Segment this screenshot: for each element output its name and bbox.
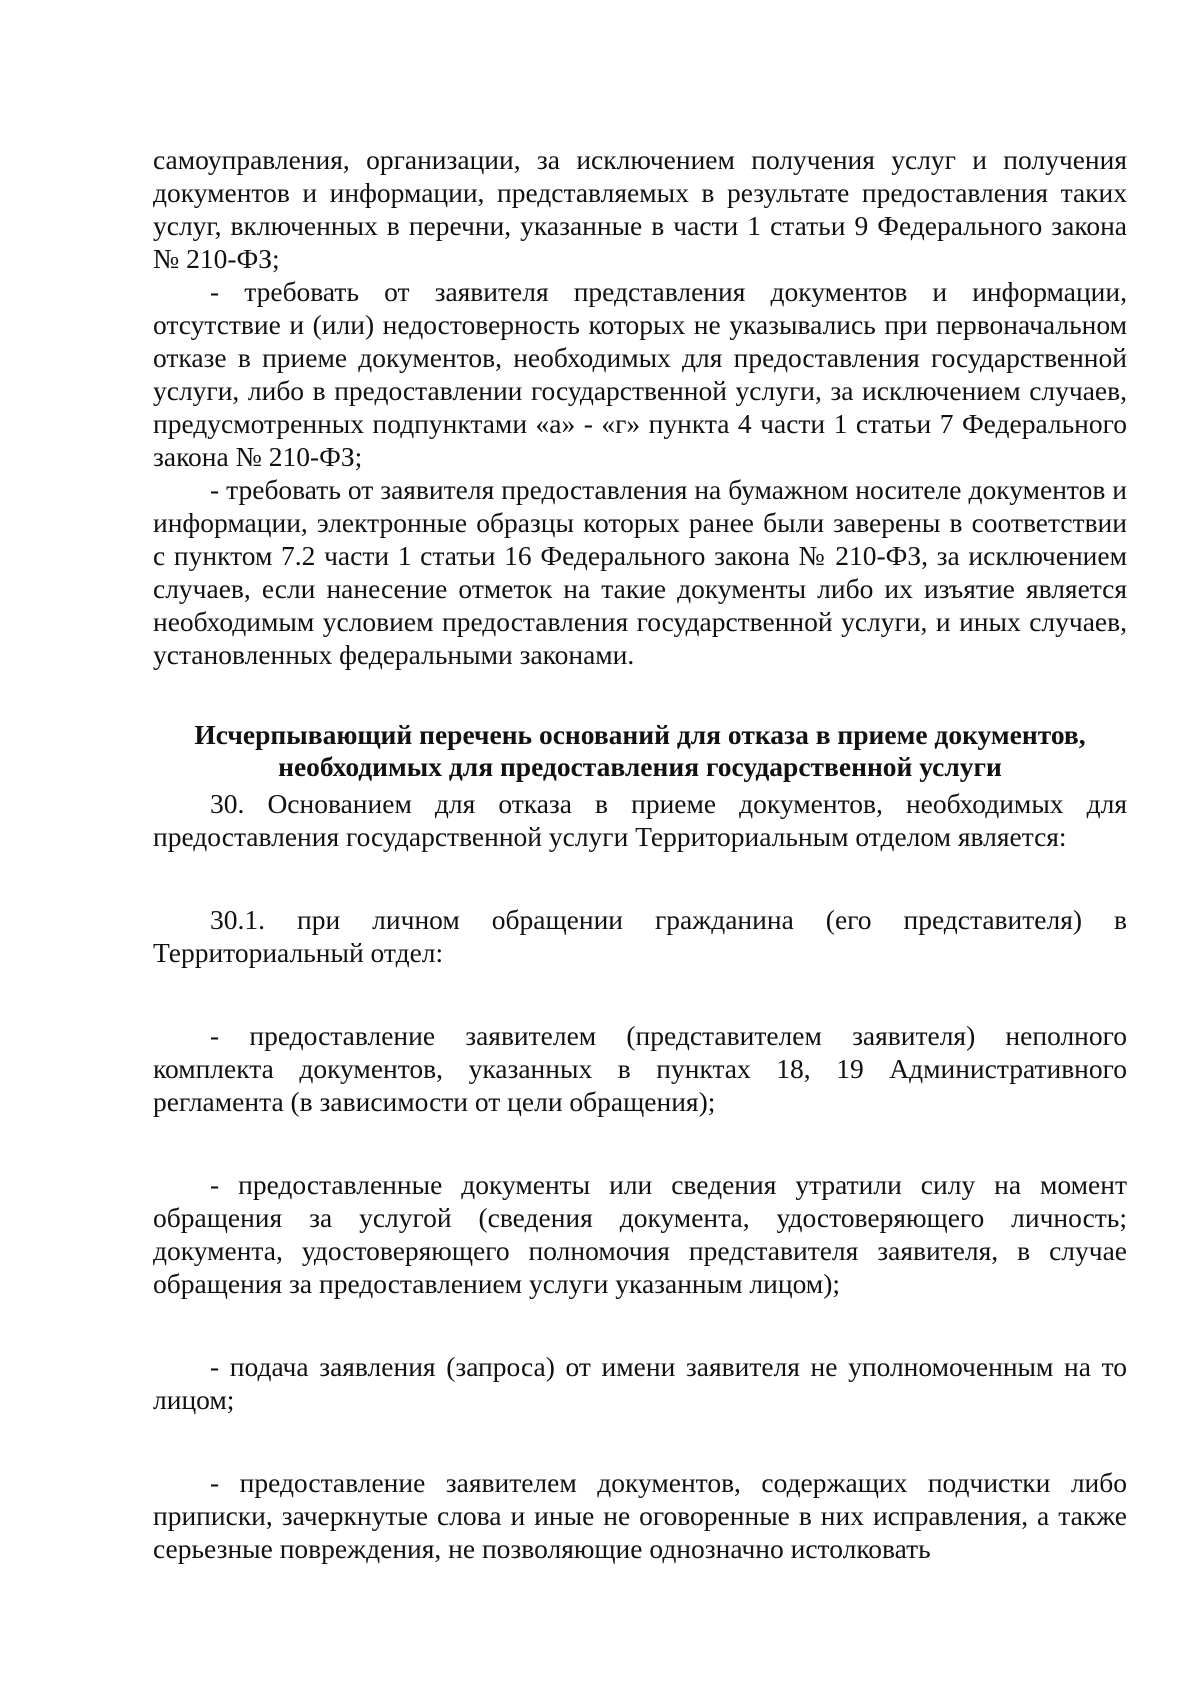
paragraph-continuation: самоуправления, организации, за исключением получения услуг и получения документов и информации, представляемых в результате предоставления таких услуг, включенных в перечни, указанные в части 1 статьи 9 Федерального закона № 210-ФЗ;: [153, 144, 1127, 274]
paragraph-item-representation: - требовать от заявителя представления документов и информации, отсутствие и (или) недостоверность которых не указывались при первоначальном отказе в приеме документов, необходимых для предоставления государственной услуги, либо в предоставлении государственной услуги, за исключением случаев, предусмотренных подпунктами «а» - «г» пункта 4 части 1 статьи 7 Федерального закона № 210-ФЗ;: [153, 276, 1127, 472]
section-heading-line-1: Исчерпывающий перечень оснований для отказа в приеме документов,: [194, 719, 1086, 750]
paragraph-30-1: 30.1. при личном обращении гражданина (его представителя) в Территориальный отдел:: [153, 904, 1127, 968]
section-heading-line-2: необходимых для предоставления государственной услуги: [278, 751, 1002, 782]
document-page: [153, 143, 1127, 1565]
list-item-unauthorized: - подача заявления (запроса) от имени заявителя не уполномоченным на то лицом;: [153, 1351, 1127, 1415]
section-heading: [153, 719, 1127, 783]
paragraph-item-paper-docs: - требовать от заявителя предоставления на бумажном носителе документов и информации, электронные образцы которых ранее были заверены в соответствии с пунктом 7.2 части 1 статьи 16 Федерального закона № 210-ФЗ, за исключением случаев, если нанесение отметок на такие документы либо их изъятие является необходимым условием предоставления государственной услуги, и иных случаев, установленных федеральными законами.: [153, 474, 1127, 670]
list-item-incomplete-docs: - предоставление заявителем (представителем заявителя) неполного комплекта документов, указанных в пунктах 18, 19 Административного регламента (в зависимости от цели обращения);: [153, 1020, 1127, 1117]
list-item-expired-docs: - предоставленные документы или сведения утратили силу на момент обращения за услугой (сведения документа, удостоверяющего личность; документа, удостоверяющего полномочия представителя заявителя, в случае обращения за предоставлением услуги указанным лицом);: [153, 1169, 1127, 1299]
paragraph-30: 30. Основанием для отказа в приеме документов, необходимых для предоставления государственной услуги Территориальным отделом является:: [153, 788, 1127, 852]
list-item-corrections: - предоставление заявителем документов, содержащих подчистки либо приписки, зачеркнутые слова и иные не оговоренные в них исправления, а также серьезные повреждения, не позволяющие однозначно истолковать: [153, 1467, 1127, 1564]
